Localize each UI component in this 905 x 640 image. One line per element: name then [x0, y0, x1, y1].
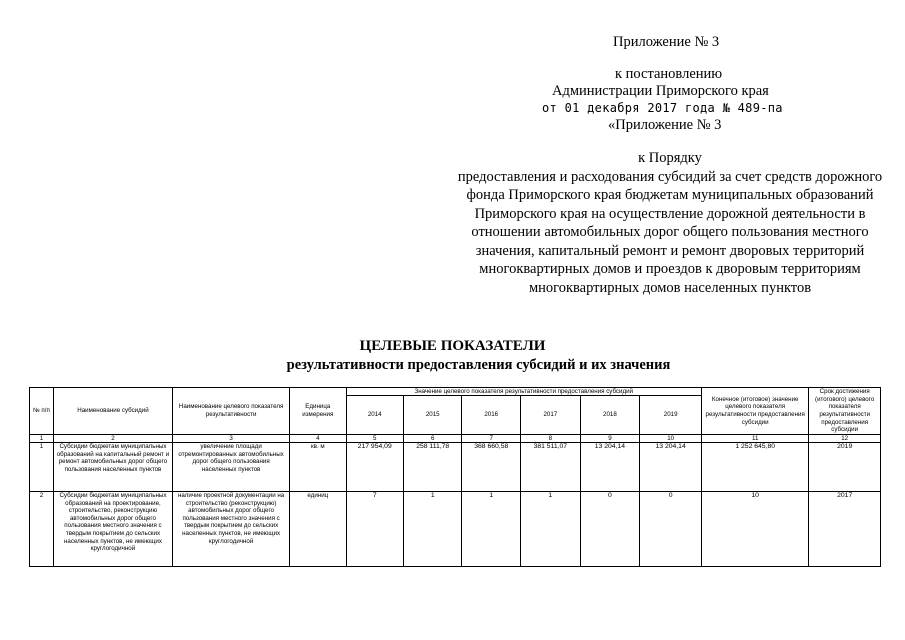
column-number: 11 [702, 435, 809, 443]
cell-value: 381 511,07 [521, 443, 581, 492]
cell-unit: кв. м [290, 443, 346, 492]
cell-value: 7 [346, 492, 403, 567]
header-year: 2019 [640, 396, 702, 435]
cell-final: 1 252 645,80 [702, 443, 809, 492]
cell-value: 368 660,58 [462, 443, 521, 492]
column-number: 8 [521, 435, 581, 443]
cell-subsidy: Субсидии бюджетам муниципальных образований на проектирование, строительство, реконструкцию автомобильных дорог общего пользования местного значения с твердым покрытием до сельских населенных пунктов, не имеющих круглогодичной [53, 492, 172, 567]
resolution-date-number: от 01 декабря 2017 года № 489-па [542, 101, 783, 115]
header-final: Конечное (итоговое) значение целевого показателя результативности предоставления субсидии [702, 388, 809, 435]
header-num: № п/п [30, 388, 54, 435]
administration-label: Администрации Приморского края [552, 83, 769, 99]
table-row [30, 492, 881, 567]
header-year: 2016 [462, 396, 521, 435]
column-number: 5 [346, 435, 403, 443]
order-line: Приморского края на осуществление дорожной деятельности в [474, 205, 866, 222]
cell-value: 0 [580, 492, 640, 567]
header-year: 2018 [580, 396, 640, 435]
header-subsidy: Наименование субсидий [53, 388, 172, 435]
document-title: ЦЕЛЕВЫЕ ПОКАЗАТЕЛИ [359, 338, 546, 354]
order-line: фонда Приморского края бюджетам муниципальных образований [466, 187, 874, 203]
header-year: 2014 [346, 396, 403, 435]
column-number: 6 [403, 435, 462, 443]
header-year: 2015 [403, 396, 462, 435]
header-values-group: Значение целевого показателя результативности предоставления субсидий [346, 388, 702, 396]
cell-subsidy: Субсидии бюджетам муниципальных образований на капитальный ремонт и ремонт автомобильных дорог общего пользования населенных пунктов [53, 443, 172, 492]
order-line: предоставления и расходования субсидий за счет средств дорожного [457, 168, 883, 185]
cell-final: 10 [702, 492, 809, 567]
order-line: к Порядку [638, 150, 702, 166]
column-number: 3 [173, 435, 290, 443]
cell-indicator: увеличение площади отремонтированных автомобильных дорог общего пользования населенных пунктов [173, 443, 290, 492]
cell-indicator: наличие проектной документации на строительство (реконструкцию) автомобильных дорог общего пользования местного значения с твердым покрытием до сельских населенных пунктов, не имеющих круглогодичной [173, 492, 290, 567]
header-indicator: Наименование целевого показателя результативности [173, 388, 290, 435]
order-line: многоквартирных домов и проездов к дворовым территориям [479, 261, 861, 277]
column-number: 4 [290, 435, 346, 443]
cell-value: 1 [521, 492, 581, 567]
cell-value: 13 204,14 [640, 443, 702, 492]
header-year: 2017 [521, 396, 581, 435]
to-resolution-label: к постановлению [615, 66, 723, 82]
appendix-title: Приложение № 3 [613, 34, 720, 50]
cell-num: 1 [30, 443, 54, 492]
cell-value: 0 [640, 492, 702, 567]
cell-deadline: 2017 [809, 492, 881, 567]
cell-value: 217 954,09 [346, 443, 403, 492]
order-line: отношении автомобильных дорог общего пользования местного [471, 224, 869, 240]
cell-deadline: 2019 [809, 443, 881, 492]
header-deadline: Срок достижения (итогового) целевого показателя результативности предоставления субсидии [809, 388, 881, 435]
column-number: 2 [53, 435, 172, 443]
cell-value: 1 [462, 492, 521, 567]
column-number: 1 [30, 435, 54, 443]
cell-num: 2 [30, 492, 54, 567]
order-line: многоквартирных домов населенных пунктов [528, 279, 812, 296]
cell-value: 13 204,14 [580, 443, 640, 492]
indicators-table [29, 387, 881, 567]
cell-value: 1 [403, 492, 462, 567]
column-number: 10 [640, 435, 702, 443]
order-line: значения, капитальный ремонт и ремонт дворовых территорий [475, 242, 865, 259]
cell-unit: единиц [290, 492, 346, 567]
column-number: 7 [462, 435, 521, 443]
table-row [30, 443, 881, 492]
document-subtitle: результативности предоставления субсидий и их значения [286, 357, 671, 373]
cell-value: 258 111,78 [403, 443, 462, 492]
column-number: 12 [809, 435, 881, 443]
column-number: 9 [580, 435, 640, 443]
appendix-quote: «Приложение № 3 [608, 117, 722, 133]
header-unit: Единица измерения [290, 388, 346, 435]
order-reference [430, 149, 905, 297]
